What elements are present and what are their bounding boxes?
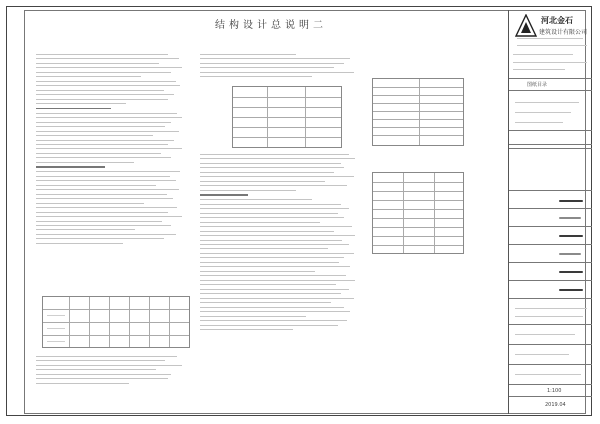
table-4 xyxy=(372,172,464,254)
title-block xyxy=(508,10,592,414)
company-name-full: 建筑设计有限公司 xyxy=(539,29,588,36)
table-1 xyxy=(42,296,190,348)
company-name: 河北金石 xyxy=(541,16,573,25)
notes-column-1 xyxy=(36,54,186,247)
sheet-title: 结构设计总说明二 xyxy=(215,20,327,31)
table-3 xyxy=(372,78,464,146)
triangle-logo-icon xyxy=(515,14,537,38)
scale-value: 1:100 xyxy=(547,388,562,394)
table-2 xyxy=(232,86,342,148)
notes-column-2b xyxy=(200,154,360,334)
drawing-list-label: 图纸目录 xyxy=(527,82,548,88)
date-value: 2019.04 xyxy=(545,402,566,408)
notes-column-2 xyxy=(200,54,360,81)
notes-column-1b xyxy=(36,356,186,387)
